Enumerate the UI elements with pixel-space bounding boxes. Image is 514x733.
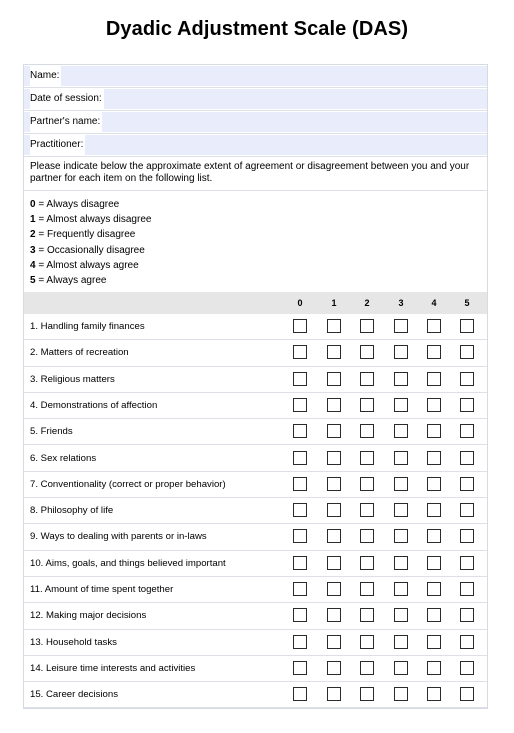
rating-checkbox-0[interactable]: [293, 345, 307, 359]
item-label: 2. Matters of recreation: [30, 347, 129, 359]
rating-checkbox-4[interactable]: [427, 451, 441, 465]
table-row: [24, 524, 487, 550]
practitioner-field[interactable]: [24, 135, 487, 155]
rating-checkbox-0[interactable]: [293, 635, 307, 649]
item-label: 8. Philosophy of life: [30, 505, 114, 517]
rating-checkbox-5[interactable]: [460, 529, 474, 543]
name-row: [24, 65, 487, 88]
rating-checkbox-4[interactable]: [427, 424, 441, 438]
scale-header-row: [24, 292, 487, 314]
rating-checkbox-5[interactable]: [460, 608, 474, 622]
scale-legend-item: 0 = Always disagree: [30, 199, 120, 210]
partner-name-label: Partner's name:: [30, 111, 102, 133]
item-label: 13. Household tasks: [30, 636, 117, 648]
rating-checkbox-5[interactable]: [460, 372, 474, 386]
rating-checkbox-2[interactable]: [360, 661, 374, 675]
rating-checkbox-3[interactable]: [394, 372, 408, 386]
rating-checkbox-3[interactable]: [394, 556, 408, 570]
rating-checkbox-3[interactable]: [394, 661, 408, 675]
date-of-session-row: [24, 88, 487, 111]
item-label: 10. Aims, goals, and things believed important: [30, 557, 226, 569]
table-row: [24, 551, 487, 577]
rating-checkbox-4[interactable]: [427, 661, 441, 675]
scale-legend-item: 1 = Almost always disagree: [30, 214, 152, 226]
rating-checkbox-3[interactable]: [394, 424, 408, 438]
divider: [24, 190, 487, 191]
scale-legend-item: 2 = Frequently disagree: [30, 229, 136, 241]
rating-checkbox-4[interactable]: [427, 687, 441, 701]
item-label: 1. Handling family finances: [30, 321, 145, 332]
rating-checkbox-2[interactable]: [360, 319, 374, 333]
rating-checkbox-0[interactable]: [293, 661, 307, 675]
rating-checkbox-5[interactable]: [460, 345, 474, 359]
rating-checkbox-1[interactable]: [327, 529, 341, 543]
rating-checkbox-4[interactable]: [427, 582, 441, 596]
table-row: [24, 419, 487, 445]
rating-checkbox-1[interactable]: [327, 608, 341, 622]
column-header-4: 4: [431, 298, 437, 308]
practitioner-label: Practitioner:: [30, 134, 85, 156]
item-label: 11. Amount of time spent together: [30, 584, 174, 595]
table-row: [24, 656, 487, 682]
rating-checkbox-4[interactable]: [427, 503, 441, 517]
rating-checkbox-0[interactable]: [293, 556, 307, 570]
rating-checkbox-4[interactable]: [427, 635, 441, 649]
page-title: Dyadic Adjustment Scale (DAS): [105, 18, 409, 40]
item-label: 15. Career decisions: [30, 689, 118, 701]
table-row: [24, 498, 487, 524]
item-label: 3. Religious matters: [30, 373, 115, 385]
rating-checkbox-3[interactable]: [394, 503, 408, 517]
table-row: [24, 682, 487, 708]
scale-legend-item: 4 = Almost always agree: [30, 259, 139, 271]
item-label: 4. Demonstrations of affection: [30, 399, 158, 411]
rating-checkbox-2[interactable]: [360, 398, 374, 412]
rating-checkbox-3[interactable]: [394, 451, 408, 465]
rating-checkbox-1[interactable]: [327, 477, 341, 491]
rating-checkbox-5[interactable]: [460, 503, 474, 517]
rating-checkbox-1[interactable]: [327, 635, 341, 649]
rating-checkbox-2[interactable]: [360, 529, 374, 543]
rating-checkbox-2[interactable]: [360, 608, 374, 622]
item-label: 9. Ways to dealing with parents or in-laws: [30, 531, 207, 543]
table-row: [24, 472, 487, 498]
rating-checkbox-5[interactable]: [460, 635, 474, 649]
rating-checkbox-3[interactable]: [394, 608, 408, 622]
column-header-1: 1: [331, 298, 337, 308]
rating-checkbox-1[interactable]: [327, 372, 341, 386]
rating-checkbox-1[interactable]: [327, 687, 341, 701]
rating-checkbox-3[interactable]: [394, 687, 408, 701]
rating-checkbox-4[interactable]: [427, 398, 441, 412]
rating-checkbox-5[interactable]: [460, 424, 474, 438]
das-form: [23, 64, 488, 709]
rating-checkbox-3[interactable]: [394, 398, 408, 412]
instructions-text: Please indicate below the approximate extent of agreement or disagreement between you and your partner for each item on the following list.: [30, 161, 470, 184]
rating-checkbox-0[interactable]: [293, 477, 307, 491]
rating-checkbox-0[interactable]: [293, 608, 307, 622]
rating-checkbox-3[interactable]: [394, 477, 408, 491]
rating-checkbox-3[interactable]: [394, 319, 408, 333]
rating-checkbox-1[interactable]: [327, 582, 341, 596]
item-label: 12. Making major decisions: [30, 610, 147, 622]
rating-checkbox-1[interactable]: [327, 424, 341, 438]
column-header-3: 3: [398, 298, 404, 308]
rating-checkbox-2[interactable]: [360, 372, 374, 386]
rating-checkbox-4[interactable]: [427, 556, 441, 570]
rating-checkbox-5[interactable]: [460, 556, 474, 570]
item-label: 14. Leisure time interests and activities: [30, 662, 196, 674]
rating-checkbox-2[interactable]: [360, 451, 374, 465]
rating-checkbox-1[interactable]: [327, 398, 341, 412]
rating-checkbox-4[interactable]: [427, 372, 441, 386]
rating-checkbox-1[interactable]: [327, 345, 341, 359]
rating-checkbox-0[interactable]: [293, 687, 307, 701]
table-row: [24, 314, 487, 340]
item-label: 6. Sex relations: [30, 452, 97, 464]
rating-checkbox-4[interactable]: [427, 529, 441, 543]
rating-checkbox-4[interactable]: [427, 477, 441, 491]
rating-checkbox-0[interactable]: [293, 451, 307, 465]
rating-checkbox-3[interactable]: [394, 635, 408, 649]
rating-checkbox-2[interactable]: [360, 582, 374, 596]
rating-checkbox-5[interactable]: [460, 451, 474, 465]
item-label: 7. Conventionality (correct or proper behavior): [30, 478, 226, 490]
rating-checkbox-5[interactable]: [460, 687, 474, 701]
table-row: [24, 393, 487, 419]
table-row: [24, 577, 487, 603]
practitioner-row: [24, 134, 487, 157]
rating-checkbox-2[interactable]: [360, 345, 374, 359]
rating-checkbox-5[interactable]: [460, 582, 474, 596]
scale-legend: [30, 197, 151, 288]
table-row: [24, 340, 487, 366]
column-header-5: 5: [464, 298, 470, 308]
rating-checkbox-1[interactable]: [327, 451, 341, 465]
rating-checkbox-1[interactable]: [327, 319, 341, 333]
rating-checkbox-1[interactable]: [327, 556, 341, 570]
rating-checkbox-4[interactable]: [427, 345, 441, 359]
rating-checkbox-0[interactable]: [293, 398, 307, 412]
rating-checkbox-5[interactable]: [460, 661, 474, 675]
date-of-session-label: Date of session:: [30, 88, 104, 110]
name-field[interactable]: [24, 66, 487, 86]
column-header-0: 0: [297, 298, 303, 308]
rating-checkbox-2[interactable]: [360, 503, 374, 517]
rating-checkbox-4[interactable]: [427, 319, 441, 333]
table-row: [24, 603, 487, 629]
scale-legend-item: 3 = Occasionally disagree: [30, 244, 145, 256]
rating-checkbox-5[interactable]: [460, 477, 474, 491]
rating-checkbox-0[interactable]: [293, 582, 307, 596]
rating-checkbox-1[interactable]: [327, 661, 341, 675]
rating-checkbox-3[interactable]: [394, 529, 408, 543]
rating-checkbox-2[interactable]: [360, 477, 374, 491]
rating-checkbox-3[interactable]: [394, 582, 408, 596]
name-label: Name:: [30, 65, 61, 87]
rating-checkbox-1[interactable]: [327, 503, 341, 517]
scale-legend-item: 5 = Always agree: [30, 274, 107, 286]
rating-checkbox-2[interactable]: [360, 687, 374, 701]
rating-checkbox-0[interactable]: [293, 529, 307, 543]
rating-checkbox-0[interactable]: [293, 319, 307, 333]
item-label: 5. Friends: [30, 426, 73, 438]
rating-checkbox-2[interactable]: [360, 635, 374, 649]
table-row: [24, 630, 487, 656]
rating-checkbox-3[interactable]: [394, 345, 408, 359]
rating-checkbox-2[interactable]: [360, 424, 374, 438]
rating-checkbox-4[interactable]: [427, 608, 441, 622]
rating-checkbox-5[interactable]: [460, 319, 474, 333]
rating-checkbox-0[interactable]: [293, 424, 307, 438]
rating-checkbox-5[interactable]: [460, 398, 474, 412]
table-row: [24, 367, 487, 393]
partner-name-row: [24, 111, 487, 134]
rating-checkbox-0[interactable]: [293, 372, 307, 386]
table-row: [24, 446, 487, 472]
column-header-2: 2: [364, 298, 370, 308]
rating-checkbox-2[interactable]: [360, 556, 374, 570]
rating-checkbox-0[interactable]: [293, 503, 307, 517]
